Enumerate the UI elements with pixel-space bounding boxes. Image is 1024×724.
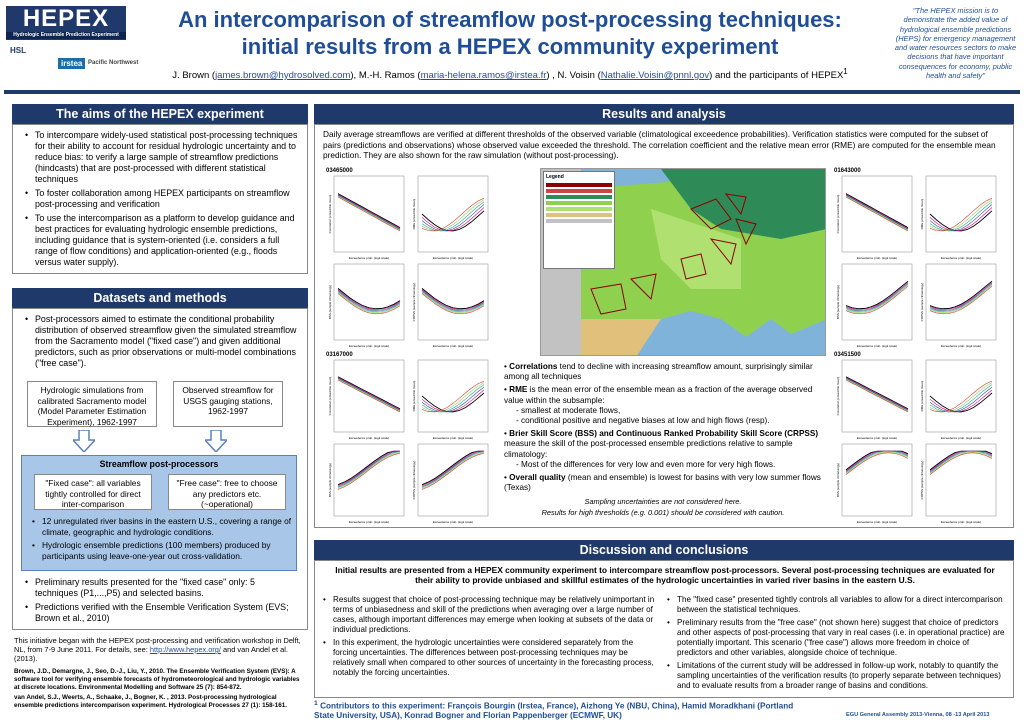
- datasets-box: [12, 308, 308, 630]
- basin-id: 01643000: [834, 168, 861, 174]
- basin-plot-svg: [834, 174, 998, 350]
- panel-frame: [418, 176, 488, 252]
- panel-xlabel: Exceedence prob. (logit scale): [856, 436, 898, 440]
- panel-ylabel: CRPSS (sample climatology): [412, 282, 416, 322]
- panel-ylabel: Correlation (ensemble mean): [328, 376, 332, 416]
- pp-item: • 12 unregulated river basins in the eastern U.S., covering a range of climate, geographic and hydrologic conditions.: [42, 516, 294, 537]
- conclusion-item: • The "fixed case" presented tightly controls all variables to allow for a direct intercomparison between the statistical techniques.: [677, 595, 1005, 615]
- aim-item: • To use the intercomparison as a platform to develop guidance and best practices for evaluating hydrologic ensemble predictions, including guidance that is system-oriented (i.e. considers a full range of flow conditions) and application-oriented (e.g., floods versus water supply).: [35, 213, 303, 268]
- header-divider: [4, 90, 1020, 94]
- map-legend-title: Legend: [546, 174, 564, 180]
- author2-email-link[interactable]: maria-helena.ramos@irstea.fr: [420, 70, 547, 82]
- datasets-heading: Datasets and methods: [12, 288, 308, 308]
- basin-plot-svg: [326, 358, 490, 526]
- finding-subitem: - conditional positive and negative biases at low and high flows (resp).: [516, 416, 770, 426]
- panel-ylabel: CRPSS (sample climatology): [920, 282, 924, 322]
- panel-xlabel: Exceedence prob. (logit scale): [348, 256, 390, 260]
- conclusion-item: • In this experiment, the hydrologic uncertainties were considered separately from the forcing uncertainties. The differences between post-processing techniques may be relatively small when compared to other sources of uncertainty in the forecasting process, notably the forcing uncertainties.: [333, 638, 657, 678]
- free-case-box: "Free case": free to choose any predictors etc. (~operational): [168, 474, 286, 510]
- panel-frame: [926, 360, 996, 432]
- panel-ylabel: RME (ensemble mean): [412, 198, 416, 230]
- panel-xlabel: Exceedence prob. (logit scale): [432, 436, 474, 440]
- panel-ylabel: Correlation (ensemble mean): [836, 376, 840, 416]
- reference-1: Brown, J.D., Demargne, J., Seo, D.-J., Liu, Y., 2010. The Ensemble Verification System (EVS): A software tool for verifying ensemble forecasts of hydrometeorological and hydrologic variables at discrete locations. Environmental Modelling and Software 25 (7): 854-872.: [14, 668, 300, 691]
- mission-statement: "The HEPEX mission is to demonstrate the added value of hydrological ensemble predictions (HEPS) for emergency management and water resources sectors to make decisions that have important consequences for economy, public health and safety": [894, 6, 1017, 81]
- postprocessors-title: Streamflow post-processors: [99, 459, 219, 469]
- panel-xlabel: Exceedence prob. (logit scale): [348, 520, 390, 524]
- workshop-note: This initiative began with the HEPEX post-processing and verification workshop in Delft, NL, from 7-9 June 2011. For details, see: http://www.hepex.org/ and van Andel et al. (2013).: [14, 636, 301, 663]
- note-thresholds: Results for high thresholds (e.g. 0.001) should be considered with caution.: [541, 507, 785, 517]
- down-arrow-icon: [73, 430, 95, 452]
- panel-ylabel: RME (ensemble mean): [412, 380, 416, 412]
- finding-subitem: - Most of the differences for very low and even more for very high flows.: [516, 459, 776, 469]
- conclusion-item: • Limitations of the current study will be addressed in follow-up work, notably to quantify the sampling uncertainties of the verification results (to properly separate between techniques) and to evaluate results from a broader range of basins and conditions.: [677, 661, 1005, 691]
- author1-email-link[interactable]: james.brown@hydrosolved.com: [215, 70, 351, 82]
- note-sampling: Sampling uncertainties are not considered here.: [584, 497, 742, 507]
- aim-item: • To intercompare widely-used statistical post-processing techniques for their ability to account for residual hydrologic uncertainty and to reduce bias: to verify a large sample of streamflow predictions (hindcasts) that are post-processed with different statistical techniques: [35, 130, 303, 185]
- author3-email-link[interactable]: Nathalie.Voisin@pnnl.gov: [600, 70, 710, 82]
- panel-xlabel: Exceedence prob. (logit scale): [348, 436, 390, 440]
- postprocessors-panel: [21, 455, 297, 571]
- panel-xlabel: Exceedence prob. (logit scale): [940, 520, 982, 524]
- datasets-intro: • Post-processors aimed to estimate the conditional probability distribution of observed streamflow given the simulated streamflow from the Sacramento model ("fixed case") and given additional predictors, such as prior observations or multi-model combinations ("free case").: [35, 314, 303, 369]
- panel-ylabel: Correlation (ensemble mean): [836, 194, 840, 234]
- basin-plots-03167000: [326, 352, 490, 528]
- conclusion-item: • Results suggest that choice of post-processing technique may be relatively unimportant in terms of unbiasedness and skill of the predictions when averaging over a large number of cases, although important differences may emerge when looking at subsets of the data or individual predictions.: [333, 595, 657, 635]
- panel-ylabel: BSS (sample climatology): [836, 284, 840, 320]
- hsl-logo: HSL: [10, 46, 26, 55]
- panel-frame: [418, 264, 488, 340]
- panel-frame: [418, 360, 488, 432]
- authors-line: J. Brown (james.brown@hydrosolved.com), M.-H. Ramos (maria-helena.ramos@irstea.fr) , N. Voisin (Nathalie.Voisin@pnnl.gov) and the participants of HEPEX$^1$: [172, 67, 848, 82]
- basin-map: [540, 168, 826, 356]
- panel-xlabel: Exceedence prob. (logit scale): [856, 256, 898, 260]
- panel-ylabel: BSS (sample climatology): [328, 284, 332, 320]
- hepex-website-link[interactable]: http://www.hepex.org/: [149, 645, 221, 654]
- irstea-logo: irstea: [58, 58, 85, 69]
- reference-2: van Andel, S.J., Weerts, A., Schaake, J., Bogner, K. , 2013. Post-processing hydrological ensemble predictions intercomparison experiment. Hydrological Processes 27 (1): 158-161.: [14, 694, 287, 709]
- conclusions-heading: Discussion and conclusions: [314, 540, 1014, 560]
- panel-ylabel: CRPSS (sample climatology): [920, 460, 924, 500]
- panel-frame: [926, 176, 996, 252]
- sacramento-box: Hydrologic simulations from calibrated Sacramento model (Model Parameter Estimation Experiment), 1962-1997: [27, 381, 157, 427]
- finding-item: • Brier Skill Score (BSS) and Continuous Ranked Probability Skill Score (CRPSS) measure the skill of the post-processed ensemble predictions relative to sample climatology:: [504, 429, 819, 459]
- meeting-info: EGU General Assembly 2013-Vienna, 08 -13 April 2013: [846, 712, 990, 718]
- pp-item: • Hydrologic ensemble predictions (100 members) produced by participants using leave-one-year out cross-validation.: [42, 540, 294, 561]
- basin-plots-01643000: [834, 168, 998, 352]
- panel-xlabel: Exceedence prob. (logit scale): [348, 344, 390, 348]
- basin-plot-svg: [326, 174, 490, 350]
- basin-plots-03465000: [326, 168, 490, 352]
- contributors-footnote: $^1$ Contributors to this experiment: François Bourgin (Irstea, France), Aizhong Ye (NBU, China), Hamid Moradkhani (Portland State University, USA), Konrad Bogner and Florian Pappenberger (ECMWF, UK): [314, 700, 794, 720]
- panel-xlabel: Exceedence prob. (logit scale): [432, 520, 474, 524]
- panel-ylabel: RME (ensemble mean): [920, 198, 924, 230]
- down-arrow-icon: [205, 430, 227, 452]
- finding-item: • Correlations tend to decline with increasing streamflow amount, surprisingly similar among all techniques: [504, 362, 813, 382]
- panel-frame: [926, 264, 996, 340]
- hepex-logo: HEPEX Hydrologic Ensemble Prediction Experiment: [6, 6, 126, 40]
- panel-frame: [842, 264, 912, 340]
- panel-xlabel: Exceedence prob. (logit scale): [432, 344, 474, 348]
- finding-item: • Overall quality (mean and ensemble) is lowest for basins with very low summer flows (Texas): [504, 473, 821, 493]
- panel-ylabel: Correlation (ensemble mean): [328, 194, 332, 234]
- pnnl-logo: Pacific Northwest: [88, 60, 139, 66]
- findings-list: [504, 362, 822, 518]
- panel-xlabel: Exceedence prob. (logit scale): [432, 256, 474, 260]
- panel-xlabel: Exceedence prob. (logit scale): [940, 344, 982, 348]
- basin-id: 03465000: [326, 168, 353, 174]
- aims-box: [12, 124, 308, 274]
- map-legend: [543, 171, 615, 269]
- basin-plot-svg: [834, 358, 998, 526]
- method-item: • Predictions verified with the Ensemble Verification System (EVS; Brown et al., 2010): [35, 602, 299, 624]
- panel-ylabel: RME (ensemble mean): [920, 380, 924, 412]
- conclusions-box: [314, 560, 1014, 698]
- panel-xlabel: Exceedence prob. (logit scale): [940, 436, 982, 440]
- panel-ylabel: CRPSS (sample climatology): [412, 460, 416, 500]
- aims-heading: The aims of the HEPEX experiment: [12, 104, 308, 124]
- panel-ylabel: BSS (sample climatology): [836, 462, 840, 498]
- results-intro: Daily average streamflows are verified at different thresholds of the observed variable (climatological exceedence probabilities). Verification statistics were computed for the subset of pairs (predictions and observations) whose observed value exceeded the threshold. The correlation coefficient and the relative mean error (RME) are computed for the ensemble mean prediction. They are also shown for the raw simulation (without post-processing).: [323, 129, 996, 160]
- conclusion-item: • Preliminary results from the "free case" (not shown here) suggest that choice of predictors and other aspects of post-processing that vary in real cases (i.e. in operational practice) are potentially important. This scenario ("free case") allows more freedom in choice of predictors and other variables, alongside choice of technique.: [677, 618, 1005, 658]
- basin-plots-03451500: [834, 352, 998, 528]
- panel-xlabel: Exceedence prob. (logit scale): [856, 520, 898, 524]
- panel-ylabel: BSS (sample climatology): [328, 462, 332, 498]
- method-item: • Preliminary results presented for the "fixed case" only: 5 techniques (P1,...,P5) and selected basins.: [35, 577, 299, 599]
- conclusions-lead: Initial results are presented from a HEPEX community experiment to intercompare streamflow post-processors. Several post-processing techniques are evaluated for their ability to provide unbiased and skillful estimates of the hydrologic uncertainties in varied river basins in the eastern U.S.: [335, 565, 995, 586]
- results-heading: Results and analysis: [314, 104, 1014, 124]
- basin-id: 03167000: [326, 352, 353, 358]
- basin-id: 03451500: [834, 352, 861, 358]
- fixed-case-box: "Fixed case": all variables tightly controlled for direct inter-comparison: [34, 474, 152, 510]
- aim-item: • To foster collaboration among HEPEX participants on streamflow post-processing and verification: [35, 188, 303, 210]
- panel-xlabel: Exceedence prob. (logit scale): [940, 256, 982, 260]
- finding-subitem: - smallest at moderate flows,: [516, 405, 621, 415]
- poster-title: An intercomparison of streamflow post-processing techniques: initial results from a HEPEX community experiment: [178, 7, 842, 59]
- finding-item: • RME is the mean error of the ensemble mean as a fraction of the average observed value within the subsample:: [504, 385, 813, 405]
- panel-xlabel: Exceedence prob. (logit scale): [856, 344, 898, 348]
- usgs-box: Observed streamflow for USGS gauging stations, 1962-1997: [173, 381, 283, 427]
- panel-frame: [334, 264, 404, 340]
